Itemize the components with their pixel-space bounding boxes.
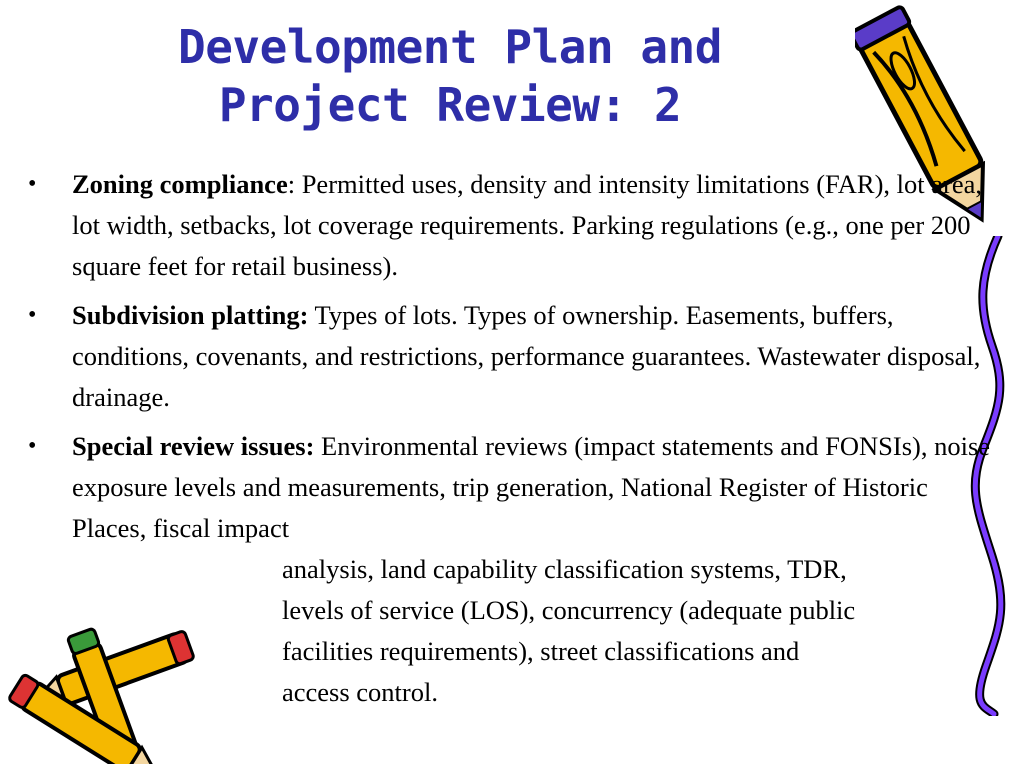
- slide-title: [120, 18, 780, 134]
- bullet-term: Special review issues:: [72, 431, 315, 461]
- title-line-2: Project Review: 2: [218, 78, 682, 132]
- continuation-line: access control.: [282, 677, 438, 707]
- title-line-1: Development Plan and: [178, 20, 722, 74]
- bullet-dot: •: [28, 171, 37, 197]
- continuation-line: facilities requirements), street classifications and: [282, 636, 800, 666]
- bullet-special-review: [28, 426, 993, 713]
- bullet-text: Types of lots. Types of ownership. Easements, buffers, conditions, covenants, and restrictions, performance guarantees. Wastewater disposal, drainage.: [72, 300, 981, 412]
- continuation-line: analysis, land capability classification systems, TDR,: [282, 554, 847, 584]
- bullet-text: Environmental reviews (impact statements and FONSIs), noise exposure levels and measurements, trip generation, National Register of Historic Places, fiscal impact: [72, 431, 991, 543]
- continuation-line: levels of service (LOS), concurrency (adequate public: [282, 595, 856, 625]
- bullet-text: : Permitted uses, density and intensity limitations (FAR), lot area, lot width, setbacks, lot coverage requirements. Parking regulations (e.g., one per 200 square feet for retail business).: [72, 169, 983, 281]
- bullet-term: Zoning compliance: [72, 169, 288, 199]
- bullet-dot: •: [28, 302, 37, 328]
- bullet-dot: •: [28, 433, 37, 459]
- bullet-list: [28, 164, 993, 721]
- bullet-term: Subdivision platting:: [72, 300, 309, 330]
- bullet-subdivision: [28, 295, 993, 418]
- bullet-zoning: [28, 164, 993, 287]
